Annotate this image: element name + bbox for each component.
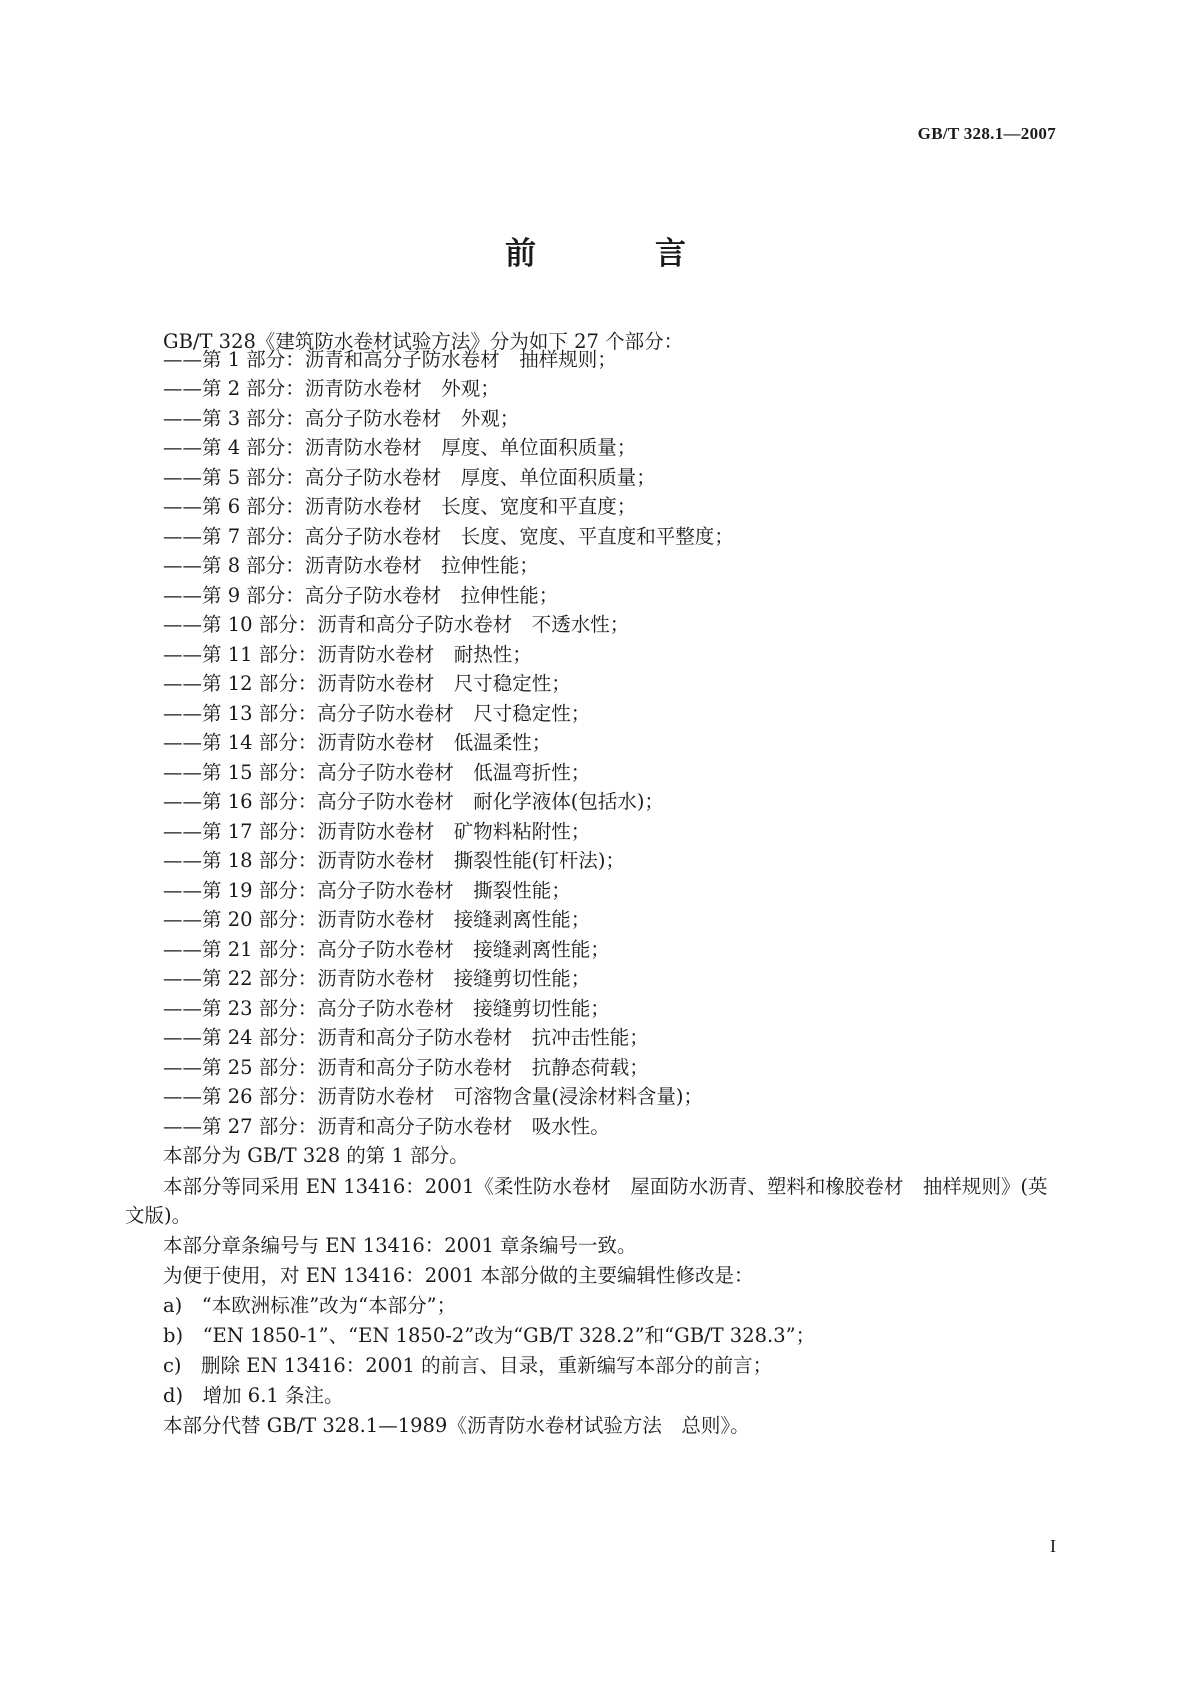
list-item: ——第 13 部分：高分子防水卷材 尺寸稳定性； bbox=[163, 702, 591, 725]
list-item: ——第 15 部分：高分子防水卷材 低温弯折性； bbox=[163, 761, 591, 784]
list-item: ——第 18 部分：沥青防水卷材 撕裂性能(钉杆法)； bbox=[163, 849, 625, 872]
list-item: ——第 22 部分：沥青防水卷材 接缝剪切性能； bbox=[163, 967, 591, 990]
list-item: ——第 14 部分：沥青防水卷材 低温柔性； bbox=[163, 731, 552, 754]
list-item: ——第 7 部分：高分子防水卷材 长度、宽度、平直度和平整度； bbox=[163, 525, 734, 548]
page-number: I bbox=[1050, 1536, 1056, 1556]
list-item: ——第 2 部分：沥青防水卷材 外观； bbox=[163, 377, 500, 400]
list-item: ——第 4 部分：沥青防水卷材 厚度、单位面积质量； bbox=[163, 436, 637, 459]
list-item: ——第 6 部分：沥青防水卷材 长度、宽度和平直度； bbox=[163, 495, 637, 518]
intro-line: GB/T 328《建筑防水卷材试验方法》分为如下 27 个部分： bbox=[163, 330, 684, 353]
change-item: b) “EN 1850-1”、“EN 1850-2”改为“GB/T 328.2”和“GB/T 328.3”； bbox=[163, 1324, 816, 1347]
list-item: ——第 19 部分：高分子防水卷材 撕裂性能； bbox=[163, 879, 571, 902]
change-item: a) “本欧洲标准”改为“本部分”； bbox=[163, 1294, 457, 1317]
list-item: ——第 26 部分：沥青防水卷材 可溶物含量(浸涂材料含量)； bbox=[163, 1085, 703, 1108]
statement-part: 本部分为 GB/T 328 的第 1 部分。 bbox=[163, 1144, 469, 1167]
list-item: ——第 5 部分：高分子防水卷材 厚度、单位面积质量； bbox=[163, 466, 656, 489]
list-item: ——第 16 部分：高分子防水卷材 耐化学液体(包括水)； bbox=[163, 790, 664, 813]
change-item: c) 删除 EN 13416：2001 的前言、目录，重新编写本部分的前言； bbox=[163, 1354, 773, 1377]
list-item: ——第 17 部分：沥青防水卷材 矿物料粘附性； bbox=[163, 820, 591, 843]
list-item: ——第 11 部分：沥青防水卷材 耐热性； bbox=[163, 643, 532, 666]
page-title: 前 言 bbox=[505, 236, 730, 272]
list-item: ——第 27 部分：沥青和高分子防水卷材 吸水性。 bbox=[163, 1115, 610, 1138]
list-item: ——第 21 部分：高分子防水卷材 接缝剥离性能； bbox=[163, 938, 610, 961]
list-item: ——第 23 部分：高分子防水卷材 接缝剪切性能； bbox=[163, 997, 610, 1020]
list-item: ——第 25 部分：沥青和高分子防水卷材 抗静态荷载； bbox=[163, 1056, 649, 1079]
statement-equivalence: 本部分等同采用 EN 13416：2001《柔性防水卷材 屋面防水沥青、塑料和橡胶卷材 抽样规则》(英 bbox=[163, 1175, 1048, 1198]
statement-equivalence-cont: 文版)。 bbox=[125, 1204, 192, 1227]
change-item: d) 增加 6.1 条注。 bbox=[163, 1384, 344, 1407]
list-item: ——第 20 部分：沥青防水卷材 接缝剥离性能； bbox=[163, 908, 591, 931]
list-item: ——第 12 部分：沥青防水卷材 尺寸稳定性； bbox=[163, 672, 571, 695]
standard-code: GB/T 328.1—2007 bbox=[917, 124, 1056, 143]
list-item: ——第 24 部分：沥青和高分子防水卷材 抗冲击性能； bbox=[163, 1026, 649, 1049]
list-item: ——第 3 部分：高分子防水卷材 外观； bbox=[163, 407, 520, 430]
list-item: ——第 8 部分：沥青防水卷材 拉伸性能； bbox=[163, 554, 539, 577]
list-item: ——第 9 部分：高分子防水卷材 拉伸性能； bbox=[163, 584, 559, 607]
list-item: ——第 10 部分：沥青和高分子防水卷材 不透水性； bbox=[163, 613, 630, 636]
list-item: ——第 1 部分：沥青和高分子防水卷材 抽样规则； bbox=[163, 348, 617, 371]
statement-changes-intro: 为便于使用，对 EN 13416：2001 本部分做的主要编辑性修改是： bbox=[163, 1264, 754, 1287]
statement-replaces: 本部分代替 GB/T 328.1—1989《沥青防水卷材试验方法 总则》。 bbox=[163, 1414, 750, 1437]
statement-numbering: 本部分章条编号与 EN 13416：2001 章条编号一致。 bbox=[163, 1234, 637, 1257]
